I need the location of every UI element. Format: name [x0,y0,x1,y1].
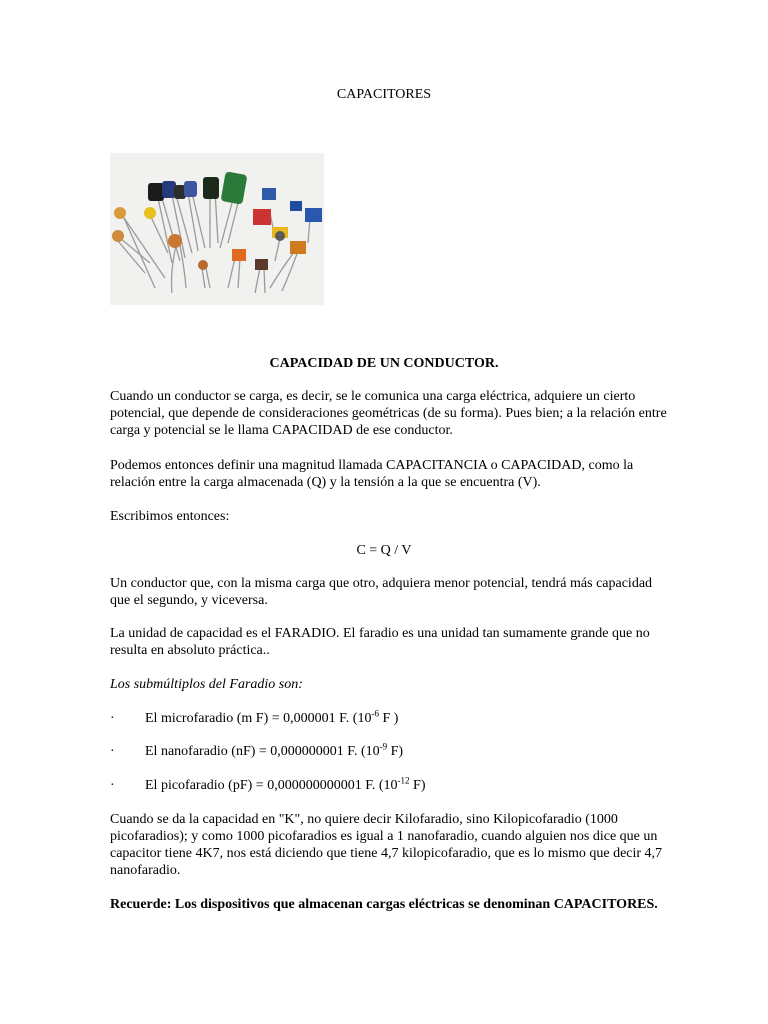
paragraph-1: Cuando un conductor se carga, es decir, se le comunica una carga eléctrica, adquiere un cierto potencial, que depende de consideraciones geométricas (de su forma). Pues bien; a la relación entre carga y potencial se le llama CAPACIDAD de ese conductor. [110,389,667,438]
paragraph-6: Cuando se da la capacidad en "K", no quiere decir Kilofaradio, sino Kilopicofaradio (1000 picofaradios); y como 1000 picofaradios es igual a 1 nanofaradio, cuando alguien nos dice que un capacitor tiene 4K7, nos está diciendo que tiene 4,7 kilopicofaradio, que es lo mismo que decir 4,7 nanofaradio. [110,812,663,878]
bullet-icon: · [110,711,115,726]
paragraph-3: Escribimos entonces: [110,509,230,524]
list-item-text: El picofaradio (pF) = 0,000000000001 F. ($10^{-12}$ F) [145,775,426,793]
paragraph-5: La unidad de capacidad es el FARADIO. El faradio es una unidad tan sumamente grande que no resulta en absoluto práctica.. [110,626,650,658]
bullet-icon: · [110,778,115,793]
recuerde-note: Recuerde: Los dispositivos que almacenan cargas eléctricas se denominan CAPACITORES. [110,897,658,912]
formula: C = Q / V [356,543,412,558]
list-item [0,710,768,727]
paragraph-2: Podemos entonces definir una magnitud llamada CAPACITANCIA o CAPACIDAD, como la relación entre la carga almacenada (Q) y la tensión a la que se encuentra (V). [110,458,634,490]
bullet-icon: · [110,744,115,759]
capacitors-photo [110,153,324,305]
paragraph-4: Un conductor que, con la misma carga que otro, adquiera menor potencial, tendrá más capacidad que el segundo, y viceversa. [110,576,653,608]
section-heading: CAPACIDAD DE UN CONDUCTOR. [269,356,499,371]
list-item-text: El microfaradio (m F) = 0,000001 F. ($10^{-6}$ F ) [145,708,399,726]
list-item-text: El nanofaradio (nF) = 0,000000001 F. ($10^{-9}$ F) [145,741,404,759]
submultiples-heading: Los submúltiplos del Faradio son: [110,677,303,692]
capacitors-illustration [110,153,324,305]
list-item [0,777,768,794]
list-item [0,743,768,760]
document-title: CAPACITORES [336,87,432,102]
